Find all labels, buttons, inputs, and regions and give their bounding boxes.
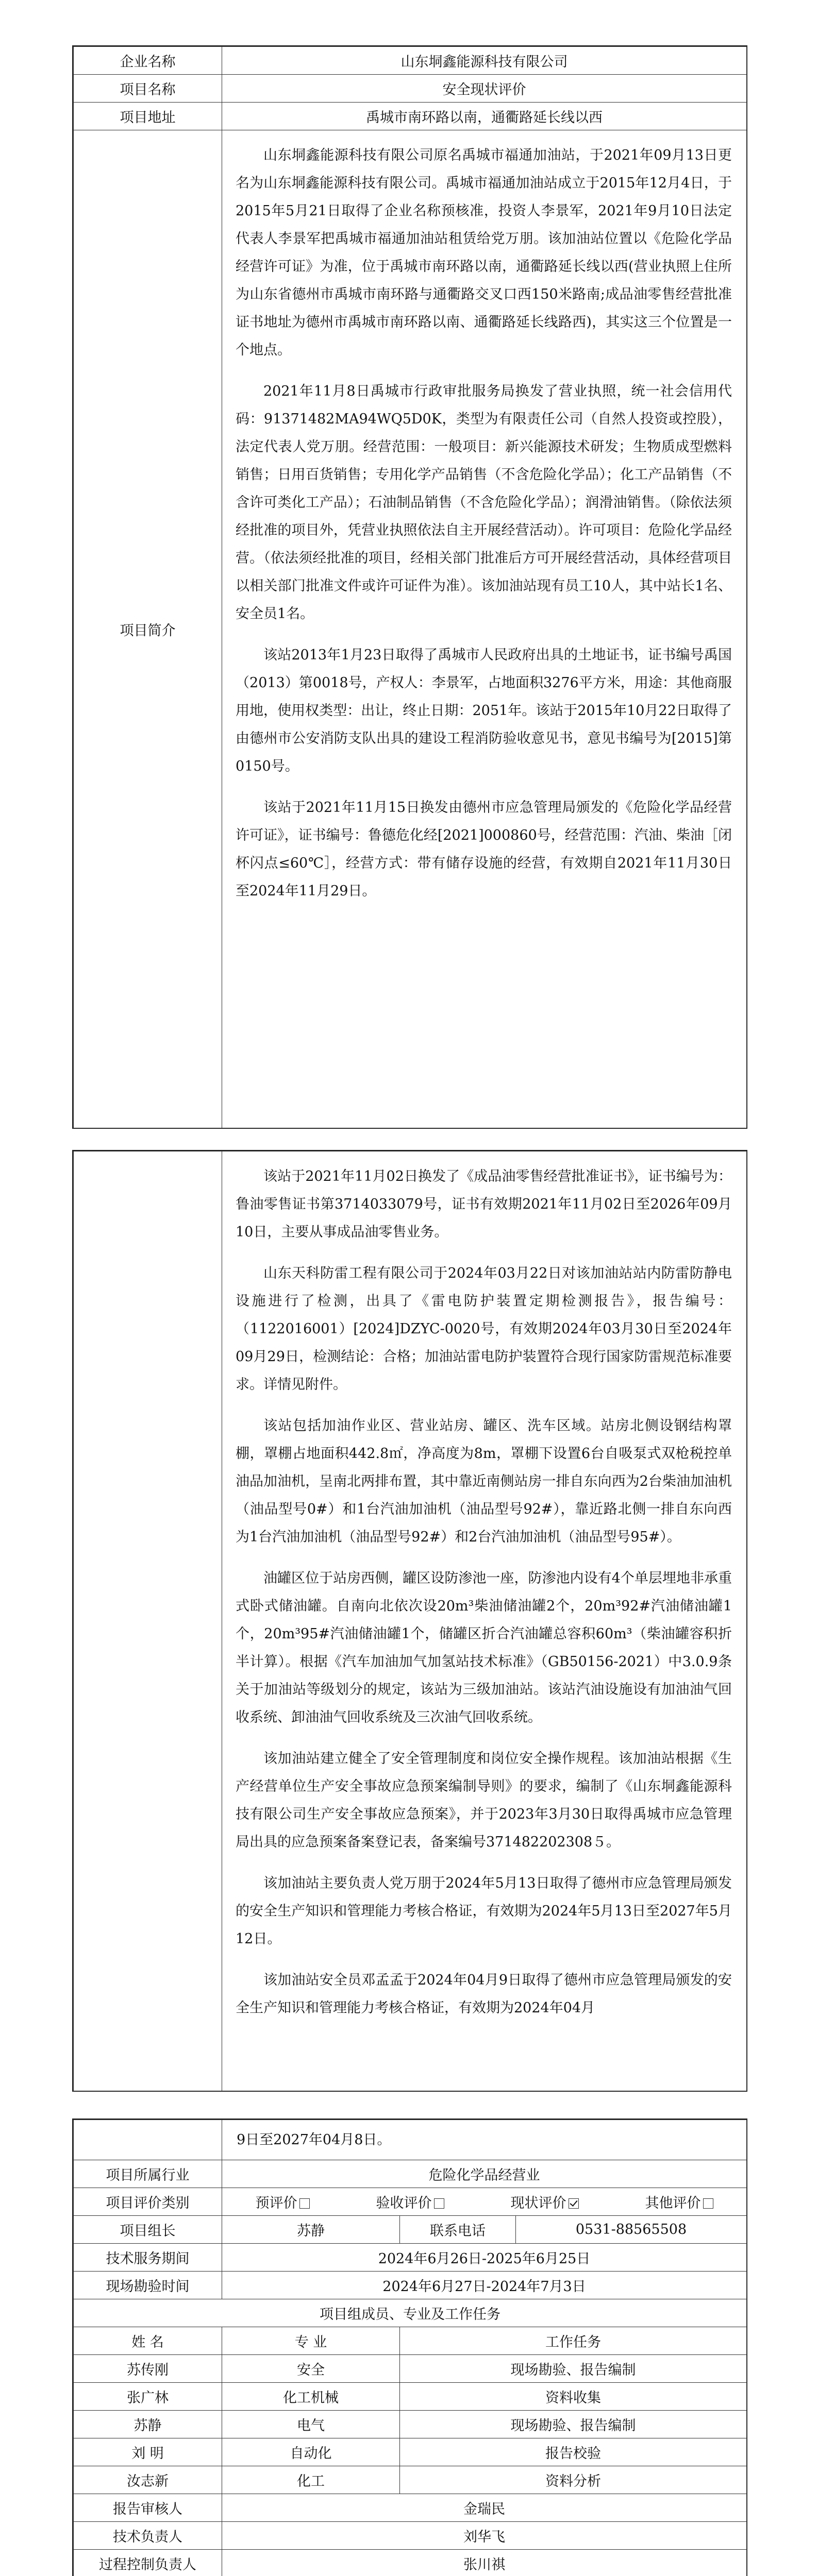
reviewer-value: 金瑞民 [222,2494,747,2522]
team-row [74,2466,747,2494]
intro-paragraph: 该加油站主要负责人党万朋于2024年5月13日取得了德州市应急管理局颁发的安全生产知识和管理能力考核合格证，有效期为2024年5月13日至2027年5月12日。 [236,1875,732,1947]
category-option-acceptance[interactable] [376,2192,444,2212]
intro-label: 项目简介 [74,130,222,1128]
industry-value: 危险化学品经营业 [222,2160,747,2188]
tech-lead-value: 刘华飞 [222,2522,747,2550]
member-major: 化工 [222,2466,400,2494]
intro-content-page-2 [222,1151,747,2091]
leader-value: 苏静 [222,2216,400,2244]
team-header-name: 姓 名 [74,2327,222,2355]
member-major: 化工机械 [222,2383,400,2411]
page-1 [72,45,747,1129]
member-task: 资料分析 [400,2466,747,2494]
intro-paragraph: 山东垌鑫能源科技有限公司原名禹城市福通加油站，于2021年09月13日更名为山东垌鑫能源科技有限公司。禹城市福通加油站成立于2015年12月4日，于2015年5月21日取得了企业名称预核准，投资人李景军，2021年9月10日法定代表人李景军把禹城市福通加油站租赁给党万朋。该加油站位置以《危险化学品经营许可证》为准，位于禹城市南环路以南，通衢路延长线以西(营业执照上住所为山东省德州市禹城市南环路与通衢路交叉口西150米路南;成品油零售经营批准证书地址为德州市禹城市南环路以南、通衢路延长线路西)，其实这三个位置是一个地点。 [236,147,732,358]
intro-label-blank [74,2120,222,2160]
checkbox-icon[interactable] [703,2198,713,2209]
checkbox-icon[interactable] [299,2198,310,2209]
company-value: 山东垌鑫能源科技有限公司 [222,47,747,75]
member-name: 张广林 [74,2383,222,2411]
member-name: 苏传刚 [74,2355,222,2383]
member-name: 汝志新 [74,2466,222,2494]
category-option-status[interactable] [511,2192,579,2212]
page-2 [72,1150,747,2092]
intro-paragraph: 该站于2021年11月15日换发由德州市应急管理局颁发的《危险化学品经营许可证》，证书编号：鲁德危化经[2021]000860号，经营范围：汽油、柴油［闭杯闪点≤60℃］，经营方式：带有储存设施的经营，有效期自2021年11月30日至2024年11月29日。 [236,800,732,899]
team-header-task: 工作任务 [400,2327,747,2355]
company-label: 企业名称 [74,47,222,75]
intro-paragraph: 该站于2021年11月02日换发了《成品油零售经营批准证书》，证书编号为：鲁油零售证书第3714033079号，证书有效期2021年11月02日至2026年09月10日，主要从事成品油零售业务。 [236,1168,732,1240]
intro-paragraph: 山东天科防雷工程有限公司于2024年03月22日对该加油站站内防雷防静电设施进行了检测，出具了《雷电防护装置定期检测报告》，报告编号：（1122016001）[2024]DZYC-0020号，有效期2024年03月30日至2024年09月29日，检测结论：合格；加油站雷电防护装置符合现行国家防雷规范标准要求。详情见附件。 [236,1265,732,1393]
category-option-pre[interactable] [256,2192,310,2212]
page-3 [72,2119,747,2576]
info-table-page-1 [73,46,747,1128]
survey-period-label: 现场勘验时间 [74,2272,222,2299]
team-row [74,2383,747,2411]
intro-label-blank [74,1151,222,2091]
category-option-label: 其他评价 [645,2195,701,2211]
process-lead-value: 张川祺 [222,2550,747,2576]
intro-tail: 9日至2027年04月8日。 [222,2120,747,2160]
checkbox-checked-icon[interactable] [569,2198,579,2209]
service-period-label: 技术服务期间 [74,2244,222,2272]
intro-table-page-2 [73,1151,747,2091]
member-major: 自动化 [222,2438,400,2466]
member-major: 电气 [222,2411,400,2438]
team-title: 项目组成员、专业及工作任务 [74,2299,747,2327]
intro-paragraph: 该站包括加油作业区、营业站房、罐区、洗车区域。站房北侧设钢结构罩棚，罩棚占地面积442.8㎡，净高度为8m，罩棚下设置6台自吸泵式双枪税控单油品加油机，呈南北两排布置，其中靠近南侧站房一排自东向西为2台柴油加油机（油品型号0#）和1台汽油加油机（油品型号92#），靠近路北侧一排自东向西为1台汽油加油机（油品型号92#）和2台汽油加油机（油品型号95#）。 [236,1418,732,1545]
tech-lead-label: 技术负责人 [74,2522,222,2550]
info-table-page-3 [73,2120,747,2576]
member-task: 报告校验 [400,2438,747,2466]
intro-paragraph: 油罐区位于站房西侧，罐区设防渗池一座，防渗池内设有4个单层埋地非承重式卧式储油罐。自南向北依次设20m³柴油储油罐2个，20m³92#汽油储油罐1个，20m³95#汽油储油罐1个，储罐区折合汽油罐总容积60m³（柴油罐容积折半计算）。根据《汽车加油加气加氢站技术标准》（GB50156-2021）中3.0.9条关于加油站等级划分的规定，该站为三级加油站。该站汽油设施设有加油油气回收系统、卸油油气回收系统及三次油气回收系统。 [236,1570,732,1725]
member-name: 刘 明 [74,2438,222,2466]
intro-paragraph: 2021年11月8日禹城市行政审批服务局换发了营业执照，统一社会信用代码：91371482MA94WQ5D0K，类型为有限责任公司（自然人投资或控股），法定代表人党万朋。经营范围：一般项目：新兴能源技术研发；生物质成型燃料销售；日用百货销售；专用化学产品销售（不含危险化学品）；化工产品销售（不含许可类化工产品）；石油制品销售（不含危险化学品）；润滑油销售。（除依法须经批准的项目外，凭营业执照依法自主开展经营活动）。许可项目：危险化学品经营。（依法须经批准的项目，经相关部门批准后方可开展经营活动，具体经营项目以相关部门批准文件或许可证件为准）。该加油站现有员工10人，其中站长1名、安全员1名。 [236,383,732,622]
address-label: 项目地址 [74,103,222,130]
category-option-label: 现状评价 [510,2195,566,2211]
intro-paragraph: 该加油站建立健全了安全管理制度和岗位安全操作规程。该加油站根据《生产经营单位生产安全事故应急预案编制导则》的要求，编制了《山东垌鑫能源科技有限公司生产安全事故应急预案》，并于2023年3月30日取得禹城市应急管理局出具的应急预案备案登记表，备案编号371482202308５。 [236,1751,732,1850]
member-major: 安全 [222,2355,400,2383]
project-value: 安全现状评价 [222,75,747,103]
member-task: 现场勘验、报告编制 [400,2355,747,2383]
reviewer-label: 报告审核人 [74,2494,222,2522]
member-task: 资料收集 [400,2383,747,2411]
member-task: 现场勘验、报告编制 [400,2411,747,2438]
service-period-value: 2024年6月26日-2025年6月25日 [222,2244,747,2272]
survey-period-value: 2024年6月27日-2024年7月3日 [222,2272,747,2299]
project-label: 项目名称 [74,75,222,103]
intro-paragraph: 该加油站安全员邓孟孟于2024年04月9日取得了德州市应急管理局颁发的安全生产知识和管理能力考核合格证，有效期为2024年04月 [236,1972,732,2016]
category-option-other[interactable] [645,2192,713,2212]
phone-value: 0531-88565508 [516,2216,747,2244]
checkbox-icon[interactable] [434,2198,444,2209]
category-options [222,2188,747,2216]
category-label: 项目评价类别 [74,2188,222,2216]
leader-label: 项目组长 [74,2216,222,2244]
member-name: 苏静 [74,2411,222,2438]
team-row [74,2411,747,2438]
phone-label: 联系电话 [400,2216,516,2244]
intro-paragraph: 该站2013年1月23日取得了禹城市人民政府出具的土地证书，证书编号禹国（2013）第0018号，产权人：李景军，占地面积3276平方米，用途：其他商服用地，使用权类型：出让，终止日期：2051年。该站于2015年10月22日取得了由德州市公安消防支队出具的建设工程消防验收意见书，意见书编号为[2015]第0150号。 [236,647,732,774]
category-option-label: 预评价 [255,2195,297,2211]
industry-label: 项目所属行业 [74,2160,222,2188]
address-value: 禹城市南环路以南，通衢路延长线以西 [222,103,747,130]
team-row [74,2355,747,2383]
process-lead-label: 过程控制负责人 [74,2550,222,2576]
category-option-label: 验收评价 [376,2195,432,2211]
team-row [74,2438,747,2466]
team-header-major: 专 业 [222,2327,400,2355]
intro-content-page-1 [222,130,747,1128]
